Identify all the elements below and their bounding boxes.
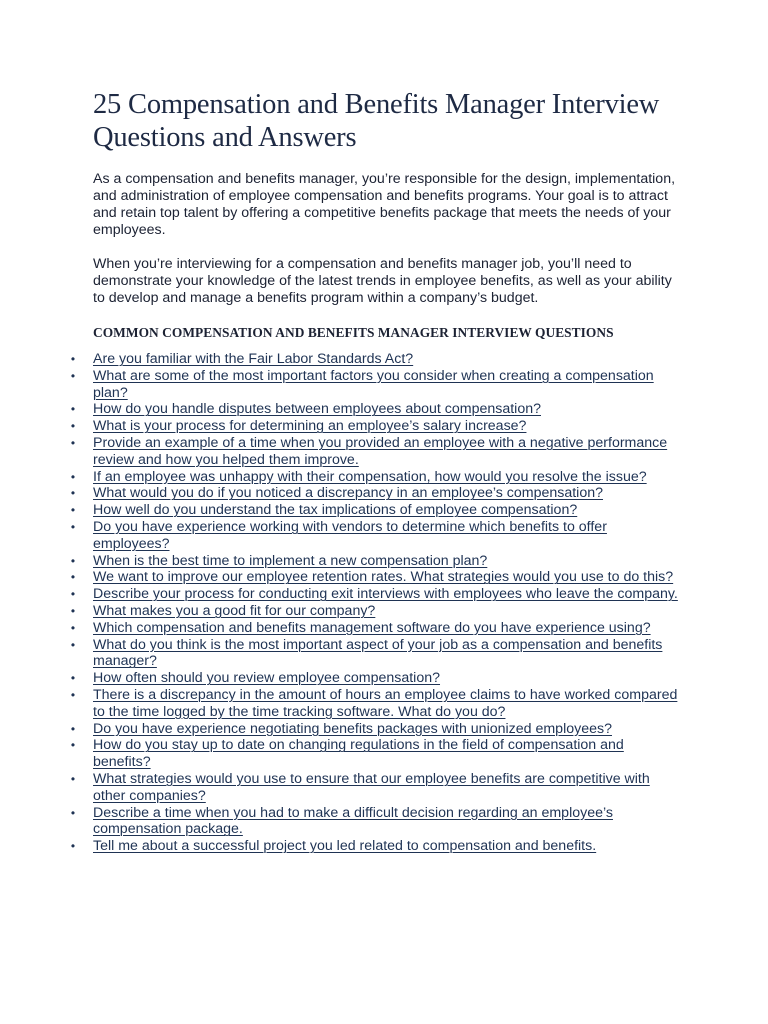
question-item bbox=[70, 586, 683, 603]
question-link[interactable]: What is your process for determining an employee’s salary increase? bbox=[93, 418, 527, 435]
question-link[interactable]: How do you stay up to date on changing regulations in the field of compensation and benefits? bbox=[93, 737, 624, 771]
bullet-icon: • bbox=[70, 519, 76, 534]
question-item bbox=[70, 468, 683, 486]
bullet-icon: • bbox=[70, 486, 76, 501]
bullet-icon: • bbox=[70, 553, 76, 568]
question-item bbox=[70, 367, 683, 402]
bullet-icon: • bbox=[70, 352, 76, 366]
question-link[interactable]: What strategies would you use to ensure that our employee benefits are competitive with other companies? bbox=[93, 770, 650, 804]
bullet-icon: • bbox=[70, 620, 76, 635]
bullet-icon: • bbox=[70, 503, 76, 518]
question-item bbox=[70, 351, 683, 368]
question-link[interactable]: We want to improve our employee retention rates. What strategies would you use to do this? bbox=[93, 569, 674, 586]
question-link[interactable]: What are some of the most important factors you consider when creating a compensation plan? bbox=[93, 367, 654, 401]
question-item bbox=[70, 619, 683, 637]
section-heading: COMMON COMPENSATION AND BENEFITS MANAGER INTERVIEW QUESTIONS bbox=[93, 325, 614, 340]
question-link[interactable]: What do you think is the most important aspect of your job as a compensation and benefits manager? bbox=[93, 636, 663, 670]
bullet-icon: • bbox=[70, 637, 76, 652]
question-item bbox=[70, 602, 683, 620]
page-title: 25 Compensation and Benefits Manager Interview Questions and Answers bbox=[93, 89, 660, 153]
bullet-icon: • bbox=[70, 805, 76, 820]
bullet-icon: • bbox=[70, 402, 76, 417]
bullet-icon: • bbox=[70, 738, 76, 753]
bullet-icon: • bbox=[70, 570, 76, 585]
question-item bbox=[70, 737, 683, 771]
bullet-icon: • bbox=[70, 771, 76, 786]
question-item bbox=[70, 485, 683, 502]
question-link[interactable]: How often should you review employee compensation? bbox=[93, 670, 441, 687]
question-link[interactable]: When is the best time to implement a new compensation plan? bbox=[93, 552, 488, 569]
bullet-icon: • bbox=[70, 687, 76, 702]
question-item bbox=[70, 418, 683, 435]
question-link[interactable]: If an employee was unhappy with their compensation, how would you resolve the issue? bbox=[93, 468, 647, 485]
question-item bbox=[70, 838, 683, 855]
question-link[interactable]: Describe a time when you had to make a difficult decision regarding an employee’s compensation package. bbox=[93, 804, 613, 838]
bullet-icon: • bbox=[70, 839, 76, 854]
question-item bbox=[70, 518, 683, 553]
bullet-icon: • bbox=[70, 671, 76, 686]
question-item bbox=[70, 552, 683, 570]
bullet-icon: • bbox=[70, 587, 76, 602]
document-page bbox=[70, 88, 683, 855]
context-paragraph: When you’re interviewing for a compensation and benefits manager job, you’ll need to demonstrate your knowledge of the latest trends in employee benefits, as well as your ability to develop and manage a benefits program within a company’s budget. bbox=[93, 256, 672, 306]
question-link[interactable]: Which compensation and benefits management software do you have experience using? bbox=[93, 619, 651, 636]
bullet-icon: • bbox=[70, 721, 76, 736]
question-item bbox=[70, 670, 683, 687]
question-item bbox=[70, 770, 683, 805]
bullet-icon: • bbox=[70, 419, 76, 434]
question-list bbox=[70, 351, 683, 855]
question-link[interactable]: Provide an example of a time when you provided an employee with a negative performance review and how you helped them improve. bbox=[93, 434, 668, 468]
question-item bbox=[70, 804, 683, 839]
question-link[interactable]: Describe your process for conducting exit interviews with employees who leave the company. bbox=[93, 586, 678, 603]
question-item bbox=[70, 401, 683, 418]
question-link[interactable]: Do you have experience working with vendors to determine which benefits to offer employees? bbox=[93, 518, 607, 552]
question-link[interactable]: Are you familiar with the Fair Labor Standards Act? bbox=[93, 351, 414, 367]
intro-paragraph: As a compensation and benefits manager, you’re responsible for the design, implementation, and administration of employee compensation and benefits programs. Your goal is to attract and retain top talent by offering a competitive benefits package that meets the needs of your employees. bbox=[93, 171, 676, 238]
question-link[interactable]: How well do you understand the tax implications of employee compensation? bbox=[93, 502, 578, 519]
bullet-icon: • bbox=[70, 603, 76, 618]
bullet-icon: • bbox=[70, 469, 76, 484]
question-item bbox=[70, 686, 683, 721]
bullet-icon: • bbox=[70, 368, 76, 383]
question-link[interactable]: How do you handle disputes between employees about compensation? bbox=[93, 401, 541, 418]
question-item bbox=[70, 720, 683, 738]
question-link[interactable]: There is a discrepancy in the amount of hours an employee claims to have worked compared to the time logged by the time tracking software. What do you do? bbox=[93, 686, 678, 720]
bullet-icon: • bbox=[70, 435, 76, 450]
question-item bbox=[70, 502, 683, 519]
question-link[interactable]: Do you have experience negotiating benefits packages with unionized employees? bbox=[93, 720, 612, 737]
question-link[interactable]: What would you do if you noticed a discrepancy in an employee’s compensation? bbox=[93, 485, 604, 502]
question-item bbox=[70, 569, 683, 586]
question-item bbox=[70, 636, 683, 671]
question-item bbox=[70, 434, 683, 469]
question-link[interactable]: Tell me about a successful project you led related to compensation and benefits. bbox=[93, 838, 597, 855]
question-link[interactable]: What makes you a good fit for our company? bbox=[93, 602, 376, 619]
